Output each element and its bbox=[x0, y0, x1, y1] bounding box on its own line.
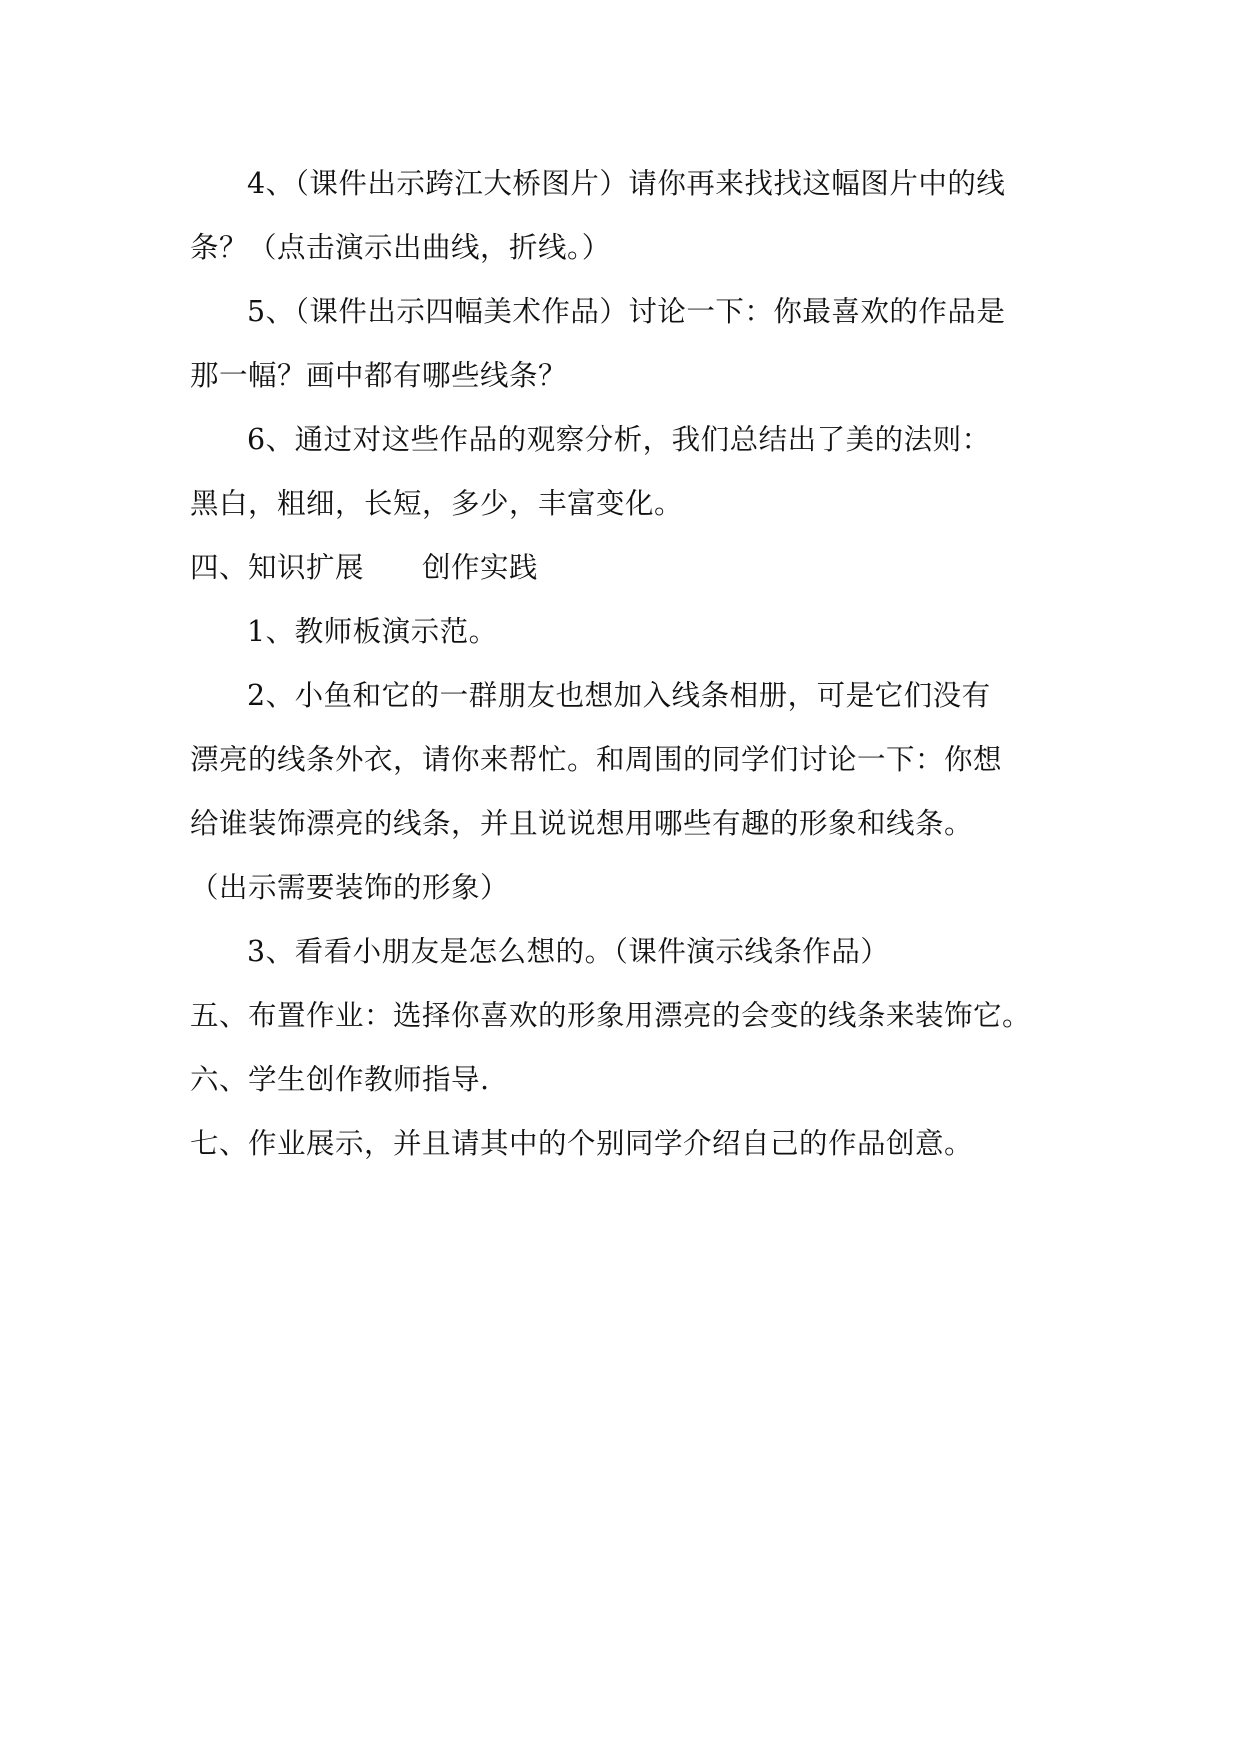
text-line-item-3: 3、看看小朋友是怎么想的。（课件演示线条作品） bbox=[247, 935, 890, 968]
text-line-step-6-cont: 黑白，粗细，长短，多少，丰富变化。 bbox=[190, 487, 684, 520]
section-heading-4: 四、知识扩展 创作实践 bbox=[190, 551, 539, 584]
section-heading-5: 五、布置作业：选择你喜欢的形象用漂亮的会变的线条来装饰它。 bbox=[190, 999, 1032, 1032]
text-line-item-2-cont-c: （出示需要装饰的形象） bbox=[190, 871, 510, 904]
text-line-item-2-cont-b: 给谁装饰漂亮的线条，并且说说想用哪些有趣的形象和线条。 bbox=[190, 807, 974, 840]
text-line-step-5-cont: 那一幅？画中都有哪些线条？ bbox=[190, 359, 568, 392]
text-line-step-4-cont: 条？（点击演示出曲线，折线。） bbox=[190, 231, 611, 264]
text-line-item-1: 1、教师板演示范。 bbox=[247, 615, 498, 648]
text-line-step-5: 5、（课件出示四幅美术作品）讨论一下：你最喜欢的作品是 bbox=[247, 295, 1006, 328]
section-heading-7: 七、作业展示，并且请其中的个别同学介绍自己的作品创意。 bbox=[190, 1127, 974, 1160]
section-heading-6: 六、学生创作教师指导. bbox=[190, 1063, 490, 1096]
text-line-step-6: 6、通过对这些作品的观察分析，我们总结出了美的法则： bbox=[247, 423, 991, 456]
text-line-item-2: 2、小鱼和它的一群朋友也想加入线条相册，可是它们没有 bbox=[247, 679, 991, 712]
text-line-item-2-cont-a: 漂亮的线条外衣，请你来帮忙。和周围的同学们讨论一下：你想 bbox=[190, 743, 1003, 776]
text-line-step-4: 4、（课件出示跨江大桥图片）请你再来找找这幅图片中的线 bbox=[247, 167, 1006, 200]
